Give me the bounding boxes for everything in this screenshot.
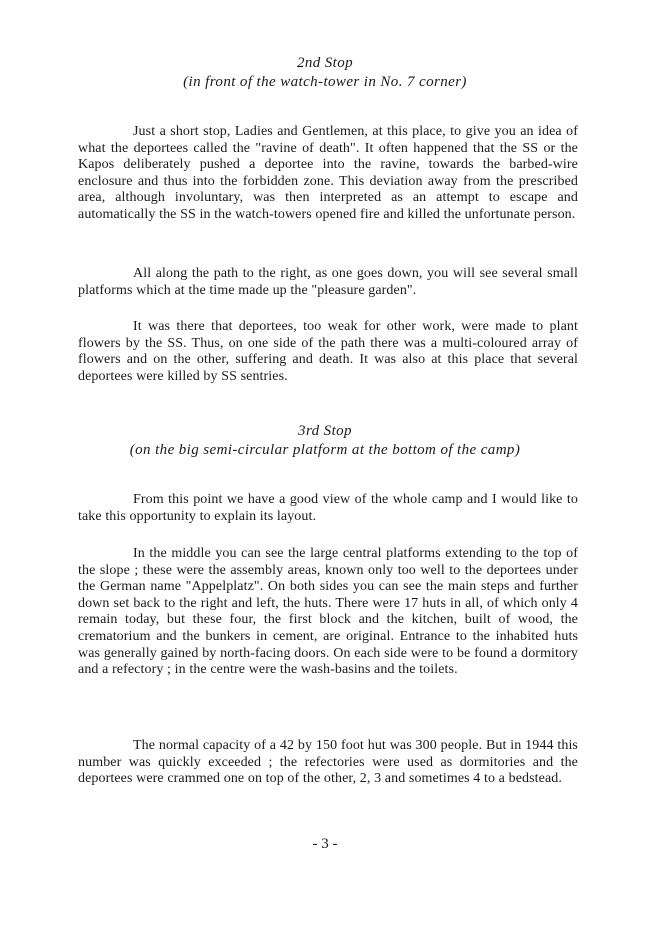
- section-subtitle: (in front of the watch-tower in No. 7 corner): [183, 74, 467, 90]
- paragraph: It was there that deportees, too weak for other work, were made to plant flowers by the SS. Thus, on one side of the path there was a multi-coloured array of flowers and on the other, suffering and death. It was also at this place that several deportees were killed by SS sentries.: [78, 319, 578, 384]
- section-heading-2nd-stop: [0, 54, 650, 92]
- paragraph: All along the path to the right, as one goes down, you will see several small platforms which at the time made up the "pleasure garden".: [78, 266, 578, 298]
- paragraph: Just a short stop, Ladies and Gentlemen, at this place, to give you an idea of what the deportees called the "ravine of death". It often happened that the SS or the Kapos deliberately pushed a deportee into the ravine, towards the barbed-wire enclosure and thus into the forbidden zone. This deviation away from the prescribed area, although involuntary, was then interpreted as an attempt to escape and automatically the SS in the watch-towers opened fire and killed the unfortunate person.: [78, 124, 578, 222]
- paragraph: The normal capacity of a 42 by 150 foot hut was 300 people. But in 1944 this number was quickly exceeded ; the refectories were used as dormitories and the deportees were crammed one on top of the other, 2, 3 and sometimes 4 to a bedstead.: [78, 738, 578, 787]
- section-heading-3rd-stop: [0, 422, 650, 460]
- paragraph: From this point we have a good view of the whole camp and I would like to take this opportunity to explain its layout.: [78, 492, 578, 524]
- section-title: 2nd Stop: [296, 55, 354, 71]
- section-title: 3rd Stop: [298, 423, 352, 439]
- page-number: - 3 -: [312, 836, 338, 852]
- section-subtitle: (on the big semi-circular platform at the bottom of the camp): [129, 442, 521, 458]
- paragraph: In the middle you can see the large central platforms extending to the top of the slope ; these were the assembly areas, known only too well to the deportees under the German name "Appelplatz". On both sides you can see the main steps and further down set back to the right and left, the huts. There were 17 huts in all, of which only 4 remain today, but these four, the first block and the kitchen, built of wood, the crematorium and the bunkers in cement, are original. Entrance to the inhabited huts was generally gained by north-facing doors. On each side were to be found a dormitory and a refectory ; in the centre were the wash-basins and the toilets.: [78, 546, 578, 678]
